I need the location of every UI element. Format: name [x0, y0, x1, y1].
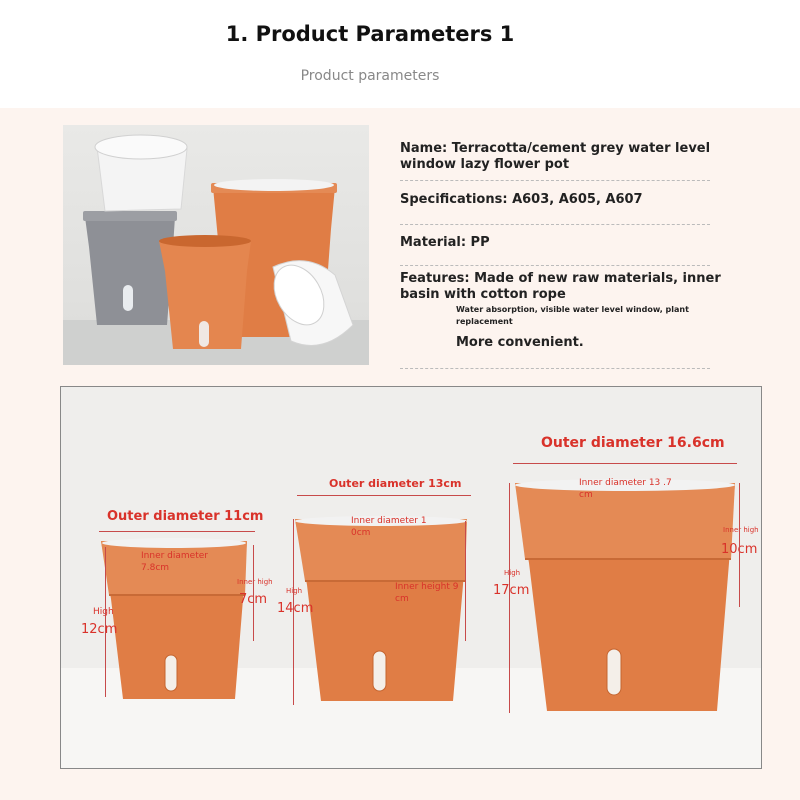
dimensions-panel: [60, 386, 762, 769]
pot3-high-value: 17cm: [493, 583, 530, 598]
dimension-line: [297, 495, 471, 496]
pot2-inner-height: Inner height 9 cm: [395, 582, 459, 604]
divider: [400, 180, 710, 181]
divider: [400, 368, 710, 369]
dimension-line: [465, 521, 466, 641]
dimension-line: [509, 483, 510, 713]
pot3-outer-diameter: Outer diameter 16.6cm: [541, 435, 725, 451]
header: [0, 0, 800, 108]
pot2-high-value: 14cm: [277, 601, 314, 616]
pot1-inner-high-label: Inner high: [237, 578, 273, 586]
divider: [400, 265, 710, 266]
pot3-inner-high-label: Inner high: [723, 526, 759, 534]
dimension-line: [253, 545, 254, 641]
pot3-high-label: High: [504, 569, 521, 577]
page-title: 1. Product Parameters 1: [225, 22, 515, 46]
pot1-inner-high-value: 7cm: [239, 592, 268, 607]
pot-large: [511, 479, 741, 719]
pot-medium: [293, 515, 473, 707]
pot1-high-label: High: [93, 607, 114, 617]
pot2-high-label: High: [286, 587, 303, 595]
info-features-detail: Water absorption, visible water level window, plant replacement: [456, 305, 689, 326]
info-specifications: Specifications: A603, A605, A607: [400, 192, 643, 207]
info-name: Name: Terracotta/cement grey water level window lazy flower pot: [400, 141, 711, 172]
dimension-line: [293, 519, 294, 705]
pot3-inner-high-value: 10cm: [721, 542, 758, 557]
pot1-inner-diameter: Inner diameter 7.8cm: [141, 551, 208, 573]
pot1-high-value: 12cm: [81, 622, 118, 637]
dimension-line: [513, 463, 737, 464]
pot2-inner-diameter: Inner diameter 1 0cm: [351, 516, 427, 538]
info-features: Features: Made of new raw materials, inner basin with cotton rope: [400, 271, 721, 302]
pot3-inner-diameter: Inner diameter 13 .7 cm: [579, 478, 672, 500]
pot1-outer-diameter: Outer diameter 11cm: [107, 509, 264, 524]
pot2-outer-diameter: Outer diameter 13cm: [329, 477, 462, 490]
dimension-line: [105, 547, 106, 697]
product-photo: [63, 125, 369, 365]
info-more-convenient: More convenient.: [456, 335, 584, 350]
info-material: Material: PP: [400, 235, 490, 250]
dimension-line: [739, 483, 740, 607]
pots-illustration: [63, 125, 369, 365]
page-subtitle: Product parameters: [300, 68, 440, 84]
dimension-line: [99, 531, 255, 532]
divider: [400, 224, 710, 225]
